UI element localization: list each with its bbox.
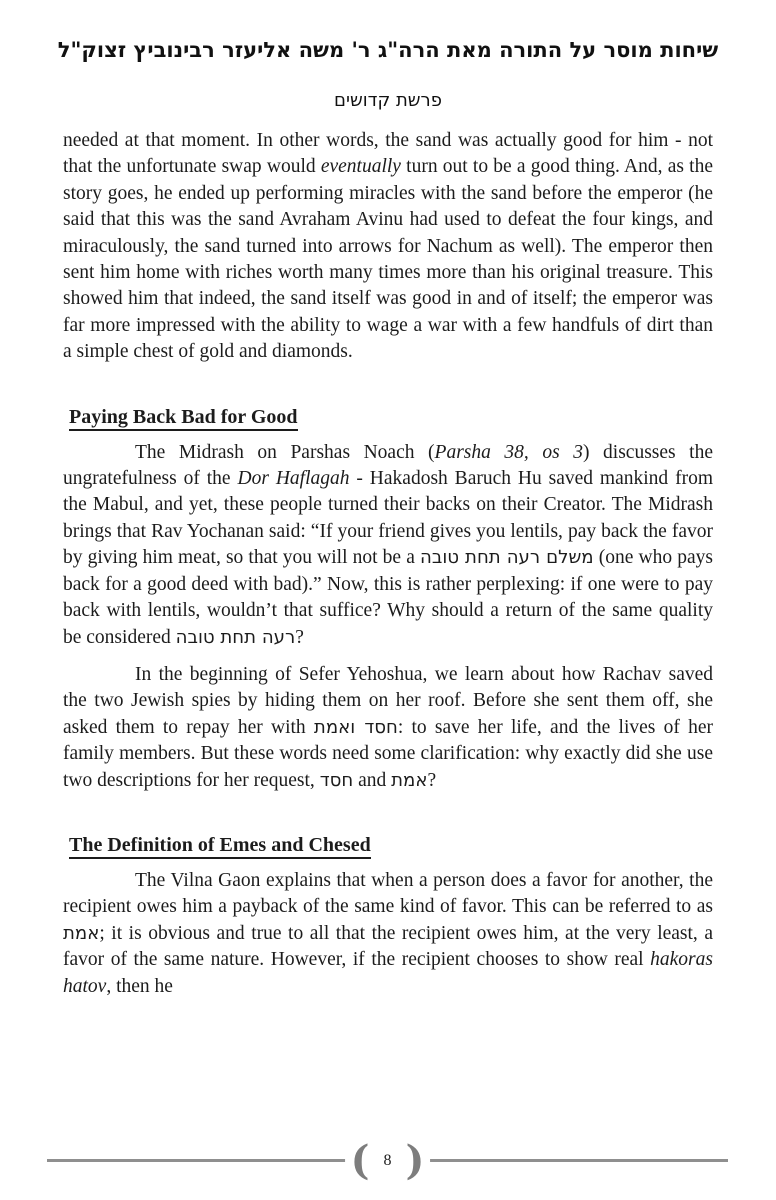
body-text: ; it is obvious and true to all that the recipient owes him, at the very least, a favor of the same nature. However, if the recipient chooses to show real — [63, 922, 713, 971]
header-parsha-title: פרשת קדושים — [334, 90, 442, 111]
hebrew-phrase: רעה תחת טובה — [175, 626, 296, 648]
hebrew-phrase: חסד ואמת — [313, 716, 398, 738]
italic-text: Dor Haflagah — [237, 468, 350, 490]
body-text: : to save her life, and the lives of her family members. But these words need some clarification: why exactly did she use two descriptions for her request, — [63, 716, 713, 791]
left-bracket-ornament: ( — [350, 1137, 370, 1184]
hebrew-phrase: אמת — [63, 922, 100, 944]
body-text: needed at that moment. In other words, the sand was actually good for him - not that the unfortunate swap would — [63, 130, 713, 178]
body-text: The Midrash on Parshas Noach ( — [135, 441, 435, 463]
hebrew-phrase: משלם רעה תחת טובה — [420, 547, 594, 569]
body-text: In the beginning of Sefer Yehoshua, we learn about how Rachav saved the two Jewish spies by hiding them on her roof. Before she sent them off, she asked them to repay her with — [63, 663, 713, 738]
section-heading-text: The Definition of Emes and Chesed — [69, 834, 371, 859]
footer-page-number-group — [345, 1138, 431, 1184]
body-text: ) discusses the ungratefulness of the — [63, 441, 713, 490]
section-heading — [63, 832, 713, 858]
italic-text: hakoras hatov — [63, 949, 713, 997]
body-text: , then he — [106, 975, 173, 997]
section-heading — [63, 404, 713, 430]
paragraph — [63, 440, 713, 651]
body-text: and — [353, 769, 392, 791]
paragraph — [63, 128, 713, 366]
body-text: The Vilna Gaon explains that when a person does a favor for another, the recipient owes him a payback of the same kind of favor. This can be referred to as — [63, 869, 713, 918]
page-number: 8 — [383, 1152, 392, 1169]
body-text: turn out to be a good thing. And, as the story goes, he ended up performing miracles with the sand before the emperor (he said that this was the sand Avraham Avinu had used to defeat the four kings, and miraculously, the sand turned into arrows for Nachum as well). The emperor then sent him home with riches worth many times more than his original treasure. This showed him that indeed, the sand itself was good in and of itself; the emperor was far more impressed with the ability to wage a war with a few handfuls of dirt than a simple chest of gold and diamonds. — [63, 156, 714, 363]
body-text: - Hakadosh Baruch Hu saved mankind from the Mabul, and yet, these people turned their backs on their Creator. The Midrash brings that Rav Yochanan said: “If your friend gives you lentils, pay back the favor by giving him meat, so that you will not be a — [63, 468, 713, 569]
document-body — [63, 128, 713, 1000]
body-text: ? — [295, 626, 304, 648]
document-header — [0, 0, 776, 113]
hebrew-phrase: אמת — [391, 769, 428, 791]
body-text: (one who pays back for a good deed with bad).” Now, this is rather perplexing: if one were to pay back with lentils, wouldn’t that suffice? Why should a return of the same quality be considered — [63, 547, 713, 648]
right-bracket-ornament: ) — [405, 1137, 425, 1184]
body-text: ? — [427, 769, 437, 791]
section-heading-text: Paying Back Bad for Good — [69, 406, 298, 431]
paragraph — [63, 868, 713, 1000]
italic-text: eventually — [320, 156, 401, 178]
hebrew-phrase: חסד — [319, 769, 354, 791]
paragraph — [63, 662, 713, 794]
italic-text: Parsha 38, os 3 — [434, 441, 583, 463]
header-hebrew-title: שיחות מוסר על התורה מאת הרה"ג ר' משה אליעזר רבינוביץ זצוק"ל — [57, 37, 719, 62]
page-footer — [47, 1138, 728, 1184]
